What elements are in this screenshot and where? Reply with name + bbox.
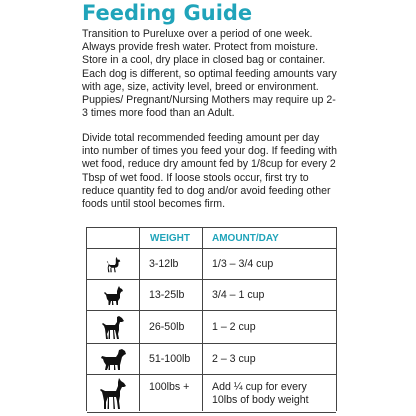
large-dog-icon	[100, 348, 127, 371]
table-row	[87, 310, 336, 344]
amount-cell: 3/4 – 1 cup	[212, 289, 265, 301]
medium-dog-icon	[101, 315, 125, 340]
table-row	[87, 248, 336, 280]
weight-cell: 3-12lb	[149, 258, 179, 270]
amount-cell: Add ¼ cup for every	[212, 381, 307, 393]
amount-cell: 1 – 2 cup	[212, 321, 256, 333]
weight-header: WEIGHT	[150, 233, 190, 244]
small-dog-icon	[103, 285, 125, 307]
amount-cell: 2 – 3 cup	[212, 353, 256, 365]
table-row	[87, 279, 336, 311]
page-title: Feeding Guide	[82, 1, 253, 25]
giant-dog-icon	[99, 377, 127, 410]
weight-cell: 100lbs +	[149, 381, 190, 393]
table-row	[87, 374, 336, 413]
feeding-table	[86, 227, 337, 411]
amount-cell: 10lbs of body weight	[212, 394, 309, 406]
toy-dog-icon	[105, 256, 123, 274]
weight-cell: 51-100lb	[149, 353, 191, 365]
feeding-paragraph: Divide total recommended feeding amount per day into number of times you feed your dog. If feeding with wet food, reduce dry amount fed by 1/8cup for every 2 Tbsp of wet food. If loose stools occur, first try to reduce quantity fed to dog and/or avoid feeding other foods until stool becomes firm.	[82, 132, 337, 211]
amount-header: AMOUNT/DAY	[212, 233, 279, 244]
weight-cell: 26-50lb	[149, 321, 185, 333]
weight-cell: 13-25lb	[149, 289, 185, 301]
table-header-row	[87, 227, 336, 249]
table-row	[87, 343, 336, 375]
instructions-paragraph: Transition to Pureluxe over a period of one week. Always provide fresh water. Protect from moisture. Store in a cool, dry place in closed bag or container. Each dog is different, so optimal feeding amounts vary with age, size, activity level, breed or environment. Puppies/ Pregnant/Nursing Mothers may require up 2-3 times more food than an Adult.	[82, 28, 337, 120]
amount-cell: 1/3 – 3/4 cup	[212, 258, 274, 270]
